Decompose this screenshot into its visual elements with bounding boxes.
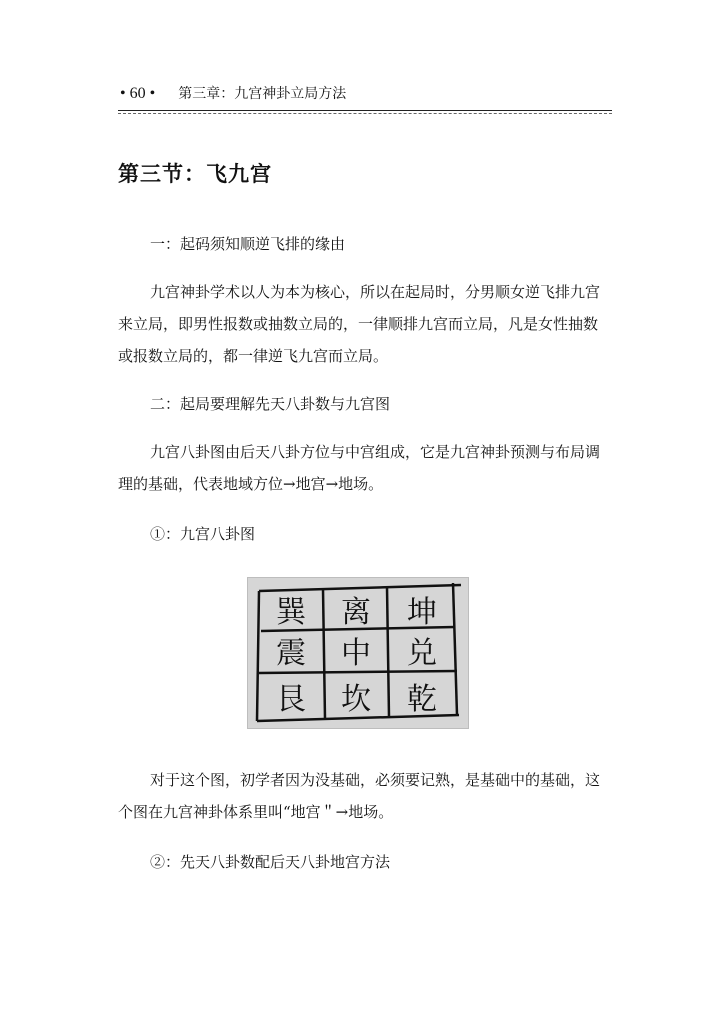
chapter-title: 第三章：九宫神卦立局方法 <box>178 86 347 102</box>
paragraph-2: 九宫八卦图由后天八卦方位与中宫组成，它是九宫神卦预测与布局调理的基础，代表地域方位→地宫→地场。 <box>118 443 601 493</box>
grid-cell-0-0: 巽 <box>276 595 306 630</box>
header-rule <box>118 110 612 111</box>
grid-cell-2-2: 乾 <box>407 682 437 717</box>
grid-cell-2-0: 艮 <box>276 682 306 717</box>
header-rule-dashed <box>118 113 612 114</box>
grid-cell-1-2: 兑 <box>407 636 437 671</box>
grid-cell-0-1: 离 <box>341 595 371 630</box>
grid-cell-1-0: 震 <box>276 636 306 671</box>
nine-palace-grid <box>247 577 469 729</box>
subheading-1: 一：起码须知顺逆飞排的缘由 <box>150 235 346 253</box>
nine-palace-diagram <box>247 577 469 729</box>
subheading-3: ①：九宫八卦图 <box>150 525 256 543</box>
grid-cell-2-1: 坎 <box>341 682 371 717</box>
subheading-2: 二：起局要理解先天八卦数与九宫图 <box>150 395 391 413</box>
grid-cell-0-2: 坤 <box>407 595 437 630</box>
page-number: • 60 • <box>120 85 156 102</box>
paragraph-3: 对于这个图，初学者因为没基础，必须要记熟，是基础中的基础，这个图在九宫神卦体系里叫“地宫＂→地场。 <box>118 771 601 821</box>
running-header <box>120 82 612 106</box>
paragraph-1: 九宫神卦学术以人为本为核心，所以在起局时，分男顺女逆飞排九宫来立局，即男性报数或抽数立局的，一律顺排九宫而立局，凡是女性抽数或报数立局的，都一律逆飞九宫而立局。 <box>118 283 601 365</box>
subheading-4: ②：先天八卦数配后天八卦地宫方法 <box>150 853 391 871</box>
section-title: 第三节：飞九宫 <box>118 161 272 186</box>
grid-cell-1-1: 中 <box>341 636 371 671</box>
